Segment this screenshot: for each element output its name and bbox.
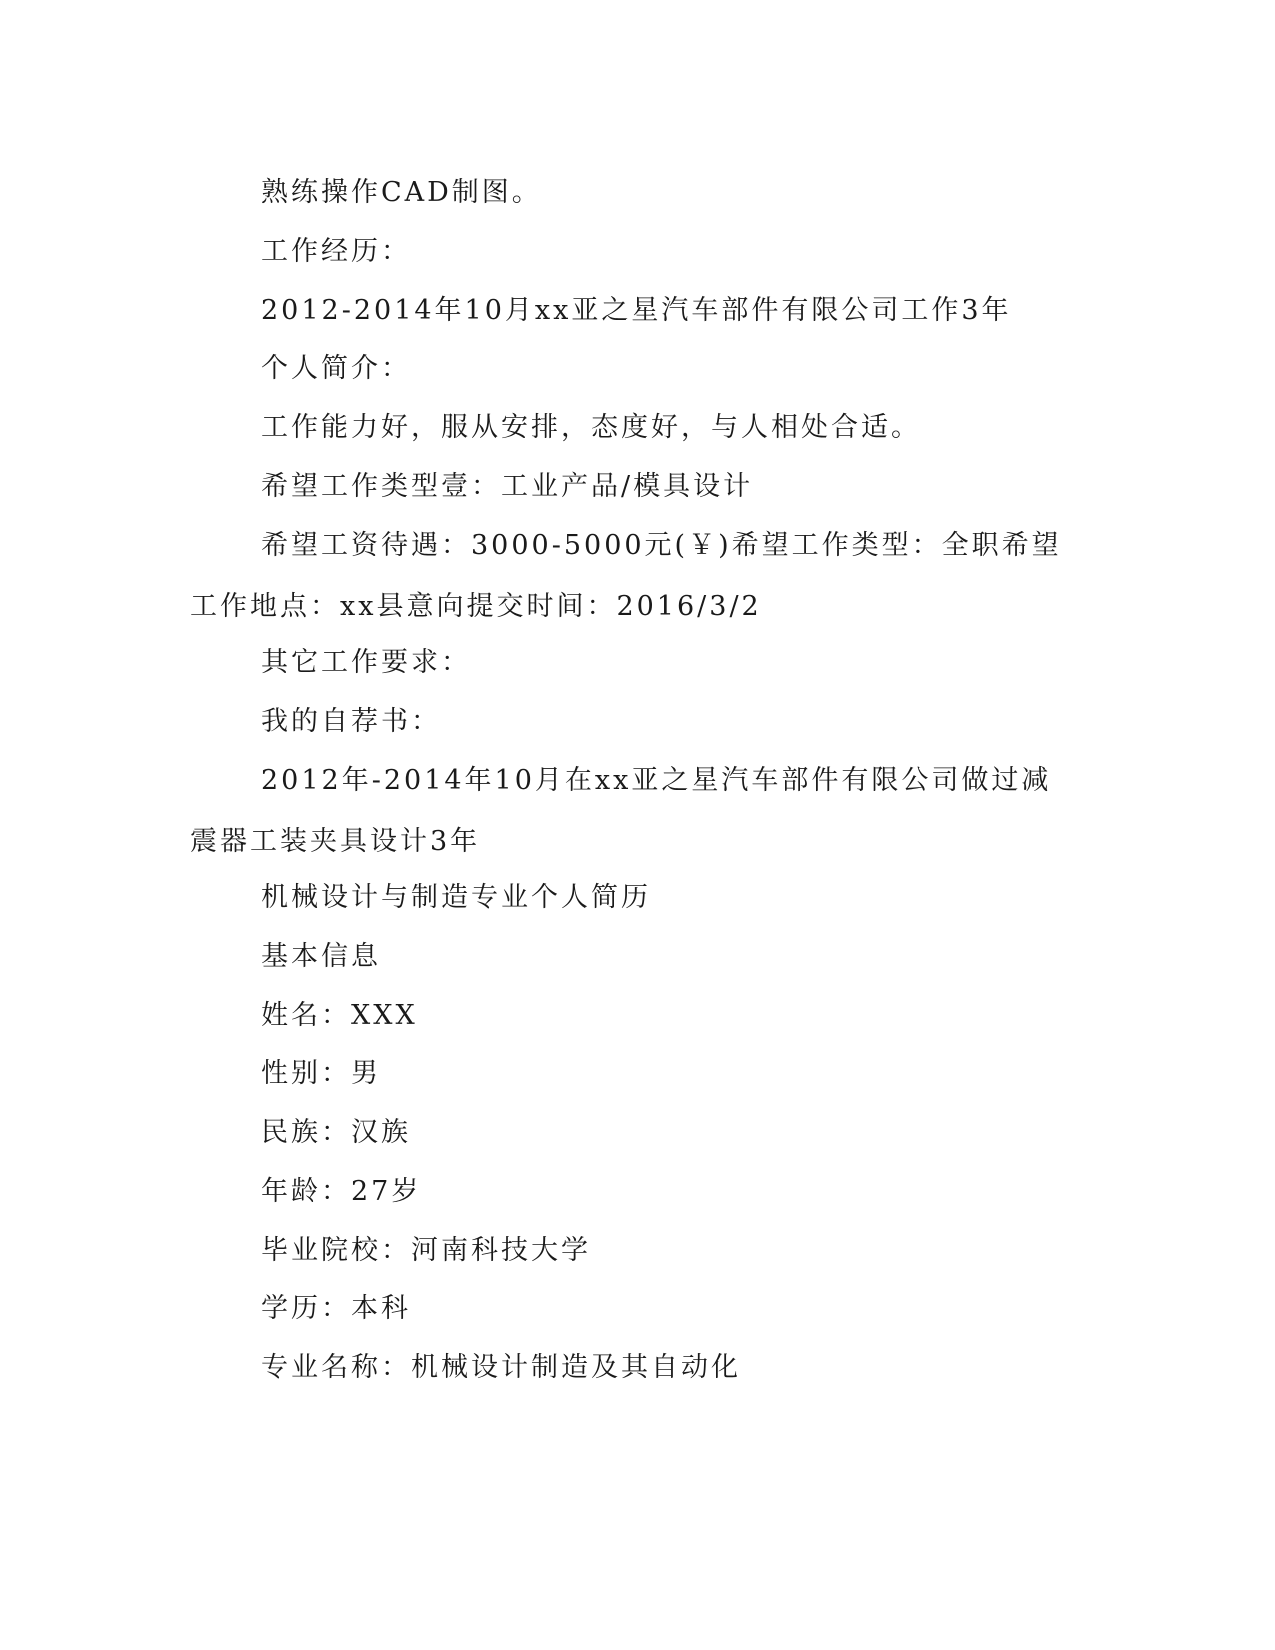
- field-gender: 性别：男: [261, 1058, 381, 1089]
- paragraph-skill: 熟练操作CAD制图。: [261, 177, 542, 208]
- field-school: 毕业院校：河南科技大学: [261, 1235, 591, 1266]
- heading-work-experience: 工作经历：: [261, 236, 411, 267]
- heading-basic-info: 基本信息: [261, 941, 381, 972]
- field-ethnicity: 民族：汉族: [261, 1117, 411, 1148]
- heading-cover-letter: 我的自荐书：: [261, 706, 441, 737]
- paragraph-desired-job-type: 希望工作类型壹：工业产品/模具设计: [261, 471, 754, 502]
- paragraph-desired-salary: 希望工资待遇：3000-5000元(￥)希望工作类型：全职希望工作地点：xx县意向提交时间：2016/3/2: [190, 530, 1062, 622]
- resume-title: 机械设计与制造专业个人简历: [261, 882, 651, 913]
- field-name: 姓名：XXX: [261, 1000, 418, 1031]
- field-age: 年龄：27岁: [261, 1176, 422, 1207]
- paragraph-cover-letter: 2012年-2014年10月在xx亚之星汽车部件有限公司做过减震器工装夹具设计3年: [190, 765, 1052, 857]
- paragraph-work-period: 2012-2014年10月xx亚之星汽车部件有限公司工作3年: [261, 295, 1012, 326]
- field-education: 学历：本科: [261, 1293, 411, 1324]
- paragraph-personal-intro: 工作能力好，服从安排，态度好，与人相处合适。: [261, 412, 921, 443]
- field-major: 专业名称：机械设计制造及其自动化: [261, 1352, 741, 1383]
- heading-other-requirements: 其它工作要求：: [261, 647, 471, 678]
- heading-personal-intro: 个人简介：: [261, 353, 411, 384]
